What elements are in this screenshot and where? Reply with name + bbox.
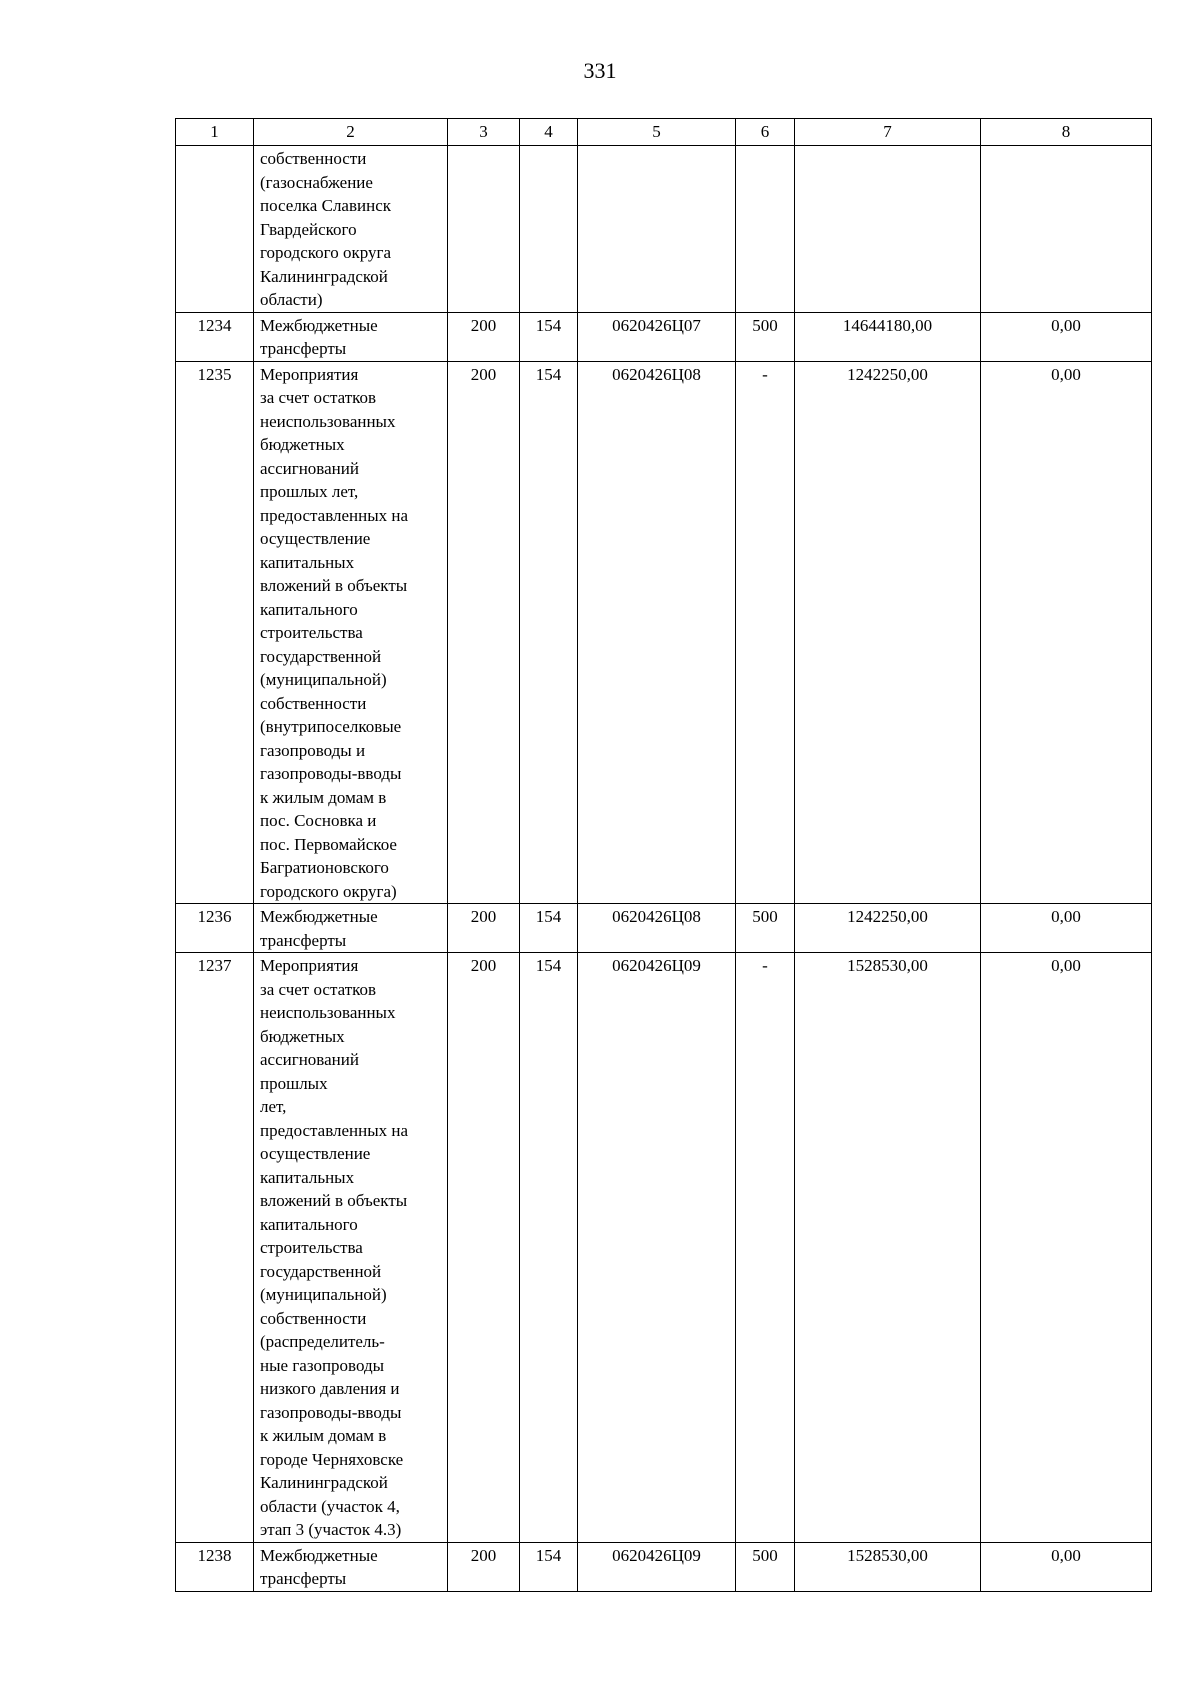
- item-name-line: капитального: [260, 1214, 358, 1234]
- target-article-cell: 0620426Ц07: [578, 312, 736, 361]
- expense-type-cell: 500: [736, 904, 795, 953]
- item-name-line: осуществление: [260, 529, 371, 548]
- amount-cell: 1242250,00: [795, 361, 981, 904]
- item-name-line: поселка Славинск: [260, 196, 391, 215]
- table-row: [176, 1542, 1152, 1591]
- row-number-cell: [176, 146, 254, 313]
- section-code-cell: [520, 146, 578, 313]
- table-row: [176, 904, 1152, 953]
- item-name-line: за счет остатков: [260, 388, 377, 407]
- table-row: [176, 361, 1152, 904]
- item-name-line: государственной: [260, 1261, 382, 1281]
- ministry-code-cell: 200: [448, 953, 520, 1543]
- column-header: 8: [981, 119, 1152, 146]
- column-header: 1: [176, 119, 254, 146]
- target-article-cell: [578, 146, 736, 313]
- item-name-line: пос. Сосновка и: [260, 811, 377, 830]
- item-name-line: ные газопроводы: [260, 1355, 385, 1375]
- ministry-code-cell: 200: [448, 312, 520, 361]
- column-header: 2: [254, 119, 448, 146]
- item-name-cell: [254, 146, 448, 313]
- item-name-line: за счет остатков: [260, 979, 377, 999]
- item-name-line: капитальных: [260, 552, 355, 572]
- item-name-line: Мероприятия: [260, 364, 359, 384]
- item-name-line: городского округа: [260, 243, 392, 262]
- table-row: [176, 953, 1152, 1543]
- item-name-line: городского округа): [260, 881, 397, 901]
- item-name-line: Межбюджетные: [260, 1545, 378, 1565]
- item-name-line: осуществление: [260, 1144, 371, 1163]
- item-name-line: вложений в объекты: [260, 576, 408, 595]
- item-name-line: ассигнований: [260, 1050, 359, 1069]
- item-name-line: этап 3 (участок 4.3): [260, 1520, 402, 1539]
- item-name-line: (муниципальной): [260, 1285, 387, 1304]
- section-code-cell: 154: [520, 904, 578, 953]
- item-name-cell: [254, 904, 448, 953]
- item-name-line: бюджетных: [260, 1026, 345, 1046]
- item-name-line: (распределитель-: [260, 1332, 385, 1351]
- target-article-cell: 0620426Ц09: [578, 953, 736, 1543]
- column-header: 3: [448, 119, 520, 146]
- item-name-line: Калининградской: [260, 266, 388, 286]
- item-name-cell: [254, 1542, 448, 1591]
- item-name-line: Мероприятия: [260, 956, 359, 975]
- item-name-line: собственности: [260, 149, 367, 168]
- item-name-line: вложений в объекты: [260, 1191, 408, 1210]
- item-name-line: предоставленных на: [260, 505, 409, 525]
- item-name-line: Межбюджетные: [260, 907, 378, 926]
- item-name-line: (газоснабжение: [260, 172, 373, 192]
- item-name-line: прошлых лет,: [260, 482, 359, 501]
- item-name-line: Калининградской: [260, 1473, 388, 1492]
- amount-cell: 0,00: [981, 312, 1152, 361]
- row-number-cell: 1238: [176, 1542, 254, 1591]
- item-name-line: пос. Первомайское: [260, 834, 397, 854]
- item-name-line: области): [260, 290, 323, 309]
- amount-cell: 0,00: [981, 953, 1152, 1543]
- table-row: [176, 146, 1152, 313]
- item-name-cell: [254, 953, 448, 1543]
- amount-cell: 0,00: [981, 904, 1152, 953]
- section-code-cell: 154: [520, 1542, 578, 1591]
- item-name-cell: [254, 361, 448, 904]
- amount-cell: 1528530,00: [795, 1542, 981, 1591]
- item-name-line: газопроводы-вводы: [260, 764, 402, 783]
- item-name-line: прошлых: [260, 1073, 328, 1093]
- item-name-line: области (участок 4,: [260, 1496, 400, 1516]
- amount-cell: 0,00: [981, 1542, 1152, 1591]
- item-name-line: неиспользованных: [260, 1003, 396, 1022]
- table-header-row: [176, 119, 1152, 146]
- row-number-cell: 1237: [176, 953, 254, 1543]
- ministry-code-cell: [448, 146, 520, 313]
- item-name-line: к жилым домам в: [260, 1426, 387, 1445]
- page-number: 331: [583, 58, 617, 83]
- item-name-line: государственной: [260, 646, 382, 666]
- expense-type-cell: 500: [736, 1542, 795, 1591]
- amount-cell: [981, 146, 1152, 313]
- ministry-code-cell: 200: [448, 904, 520, 953]
- item-name-line: неиспользованных: [260, 411, 396, 431]
- item-name-line: газопроводы и: [260, 740, 366, 760]
- item-name-line: Межбюджетные: [260, 315, 378, 335]
- item-name-line: газопроводы-вводы: [260, 1402, 402, 1422]
- expense-type-cell: -: [736, 361, 795, 904]
- item-name-line: трансферты: [260, 930, 347, 950]
- item-name-line: собственности: [260, 1308, 367, 1328]
- column-header: 7: [795, 119, 981, 146]
- item-name-line: городе Черняховске: [260, 1449, 404, 1469]
- section-code-cell: 154: [520, 953, 578, 1543]
- item-name-line: низкого давления и: [260, 1379, 400, 1398]
- row-number-cell: 1235: [176, 361, 254, 904]
- item-name-line: лет,: [260, 1097, 287, 1116]
- section-code-cell: 154: [520, 312, 578, 361]
- target-article-cell: 0620426Ц09: [578, 1542, 736, 1591]
- item-name-line: (внутрипоселковые: [260, 717, 402, 736]
- item-name-line: трансферты: [260, 339, 347, 358]
- item-name-line: бюджетных: [260, 435, 345, 454]
- table-body: [176, 146, 1152, 1592]
- column-header: 6: [736, 119, 795, 146]
- item-name-line: капитальных: [260, 1167, 355, 1187]
- row-number-cell: 1234: [176, 312, 254, 361]
- ministry-code-cell: 200: [448, 1542, 520, 1591]
- amount-cell: 1242250,00: [795, 904, 981, 953]
- table-row: [176, 312, 1152, 361]
- item-name-line: к жилым домам в: [260, 787, 387, 807]
- item-name-line: ассигнований: [260, 458, 359, 478]
- item-name-line: капитального: [260, 599, 358, 619]
- item-name-line: строительства: [260, 623, 363, 642]
- column-header: 5: [578, 119, 736, 146]
- item-name-line: строительства: [260, 1238, 363, 1257]
- item-name-line: (муниципальной): [260, 670, 387, 689]
- target-article-cell: 0620426Ц08: [578, 361, 736, 904]
- expense-type-cell: 500: [736, 312, 795, 361]
- amount-cell: 1528530,00: [795, 953, 981, 1543]
- ministry-code-cell: 200: [448, 361, 520, 904]
- item-name-cell: [254, 312, 448, 361]
- section-code-cell: 154: [520, 361, 578, 904]
- budget-table: [175, 118, 1152, 1592]
- item-name-line: предоставленных на: [260, 1120, 409, 1140]
- column-header: 4: [520, 119, 578, 146]
- item-name-line: Гвардейского: [260, 219, 357, 239]
- amount-cell: 14644180,00: [795, 312, 981, 361]
- expense-type-cell: -: [736, 953, 795, 1543]
- row-number-cell: 1236: [176, 904, 254, 953]
- item-name-line: собственности: [260, 693, 367, 713]
- expense-type-cell: [736, 146, 795, 313]
- target-article-cell: 0620426Ц08: [578, 904, 736, 953]
- item-name-line: Багратионовского: [260, 858, 389, 877]
- amount-cell: [795, 146, 981, 313]
- item-name-line: трансферты: [260, 1569, 347, 1588]
- amount-cell: 0,00: [981, 361, 1152, 904]
